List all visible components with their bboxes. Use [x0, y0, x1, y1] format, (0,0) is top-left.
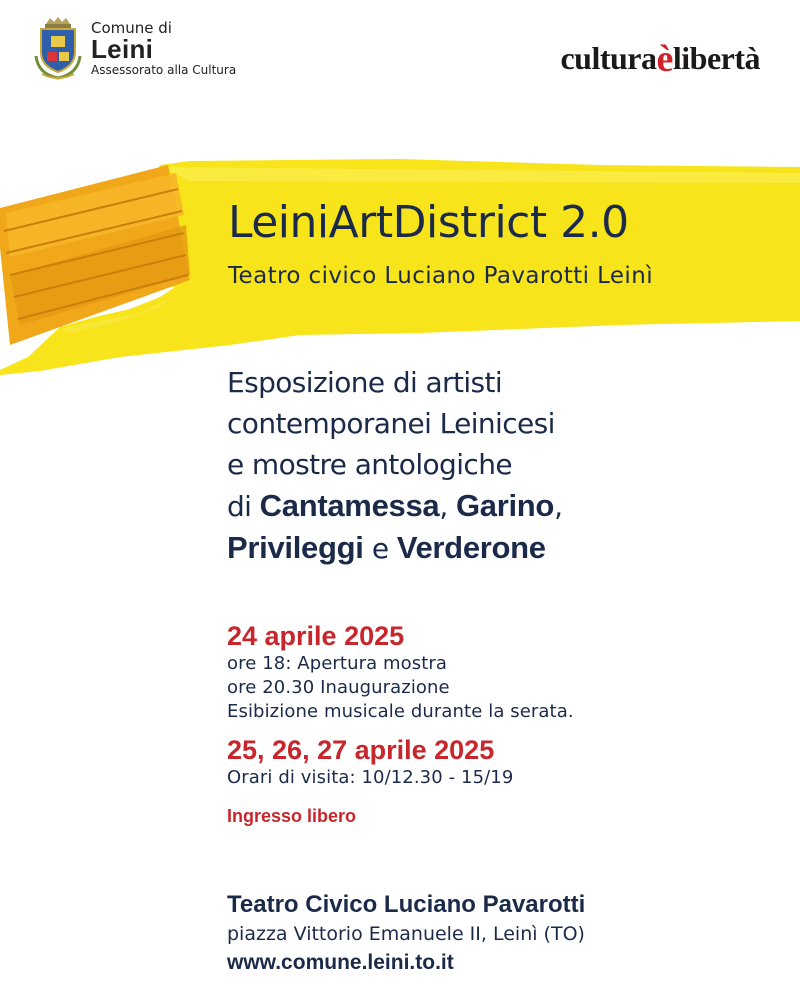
artist-name: Cantamessa	[259, 488, 440, 523]
description-line-5	[227, 527, 562, 569]
event-schedule	[227, 620, 574, 827]
description-line-2: contemporanei Leinicesi	[227, 407, 555, 440]
cultura-e-liberta-logo	[560, 35, 760, 79]
brand-pre: cultura	[560, 40, 657, 76]
event-subtitle: Teatro civico Luciano Pavarotti Leinì	[228, 263, 653, 289]
brand-post: libertà	[672, 40, 760, 76]
opening-date: 24 aprile 2025	[227, 621, 405, 651]
venue-name: Teatro Civico Luciano Pavarotti	[227, 891, 586, 918]
visiting-hours: Orari di visita: 10/12.30 - 15/19	[227, 767, 514, 788]
free-entry-label: Ingresso libero	[227, 806, 357, 826]
municipal-crest-icon	[32, 16, 84, 82]
schedule-detail: Esibizione musicale durante la serata.	[227, 701, 574, 722]
schedule-detail: ore 20.30 Inaugurazione	[227, 677, 450, 698]
separator: ,	[439, 490, 448, 523]
description-line-3: e mostre antologiche	[227, 448, 512, 481]
line-prefix: di	[227, 490, 252, 523]
schedule-detail: ore 18: Apertura mostra	[227, 653, 448, 674]
artist-name: Privileggi	[227, 530, 364, 565]
artist-name: Garino	[455, 488, 555, 523]
hero-title-block	[228, 198, 653, 292]
description-line-4	[227, 485, 562, 527]
artist-name: Verderone	[396, 530, 546, 565]
description-line-1: Esposizione di artisti	[227, 366, 503, 399]
separator: ,	[554, 490, 563, 523]
venue-info	[227, 890, 585, 978]
venue-address: piazza Vittorio Emanuele II, Leinì (TO)	[227, 923, 585, 945]
event-title: LeiniArtDistrict 2.0	[228, 197, 629, 248]
event-description	[227, 362, 562, 569]
municipality-block	[91, 20, 236, 78]
department-label: Assessorato alla Cultura	[91, 63, 237, 77]
visit-dates: 25, 26, 27 aprile 2025	[227, 735, 495, 765]
brand-accent: è	[656, 38, 673, 80]
website-link[interactable]: www.comune.leini.to.it	[227, 951, 454, 974]
comune-prefix: Comune di	[91, 19, 172, 37]
conjunction: e	[371, 532, 389, 565]
comune-name: Leini	[91, 34, 154, 64]
